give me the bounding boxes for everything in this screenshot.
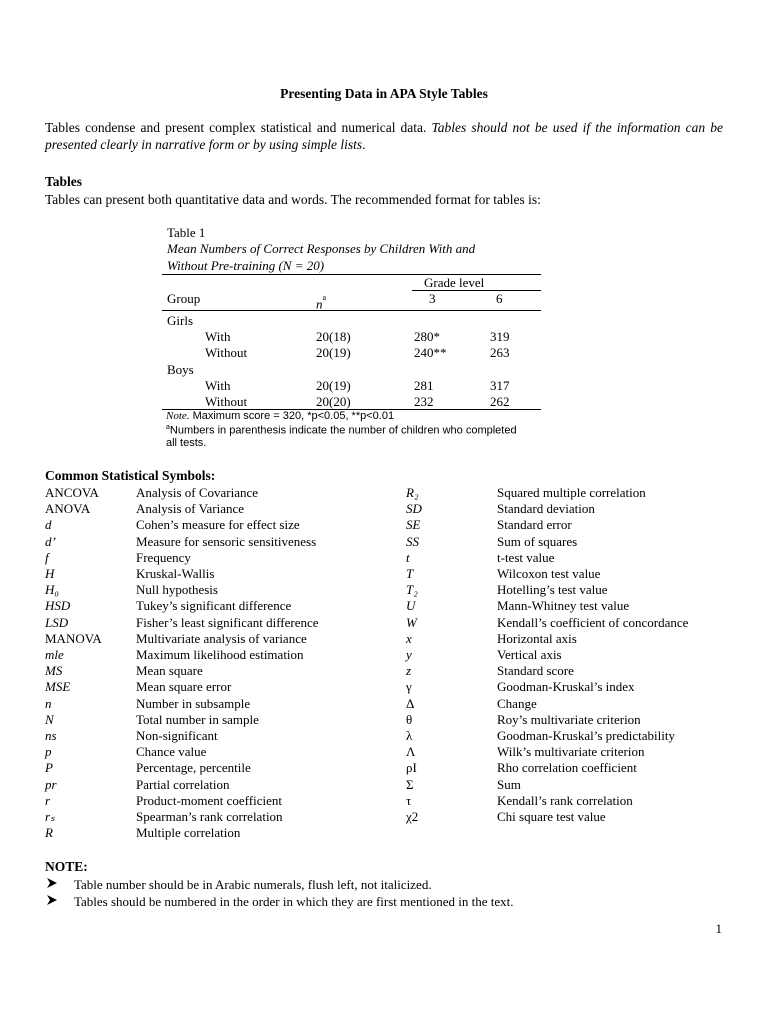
- table-footnote-line1: [166, 424, 517, 437]
- symbol-term: ns: [45, 728, 57, 743]
- note-item: Table number should be in Arabic numerals, flush left, not italicized.: [74, 877, 432, 892]
- symbol-term: MANOVA: [45, 630, 102, 646]
- symbol-definition: Change: [497, 695, 537, 711]
- symbol-definition: Vertical axis: [497, 647, 562, 662]
- symbol-definition: Percentage, percentile: [136, 760, 251, 776]
- symbol-definition: Multivariate analysis of variance: [136, 630, 307, 646]
- col-n-sup: a: [322, 293, 327, 302]
- footnote-sup: a: [166, 424, 170, 431]
- symbol-definition: Fisher’s least significant difference: [136, 614, 319, 630]
- symbol-term: d: [45, 517, 52, 533]
- note-heading: NOTE:: [45, 859, 88, 874]
- symbol-definition: Partial correlation: [136, 776, 230, 792]
- symbol-definition: Standard error: [497, 517, 572, 533]
- symbol-term: HSD: [45, 598, 71, 614]
- symbol-definition: Mean square: [136, 663, 203, 679]
- symbol-term: LSD: [45, 614, 69, 630]
- symbol-term: f: [45, 549, 49, 565]
- table-cell-grade3: 281: [414, 377, 434, 393]
- symbol-definition: Spearman’s rank correlation: [136, 809, 283, 824]
- table-cell-grade6: 317: [490, 377, 510, 393]
- symbol-term: χ2: [406, 809, 419, 824]
- symbol-definition: Horizontal axis: [497, 630, 577, 646]
- table-cell-n: 20(20): [316, 394, 351, 409]
- symbol-term: SE: [406, 517, 421, 533]
- table-cell-n: 20(18): [316, 329, 351, 345]
- table-cell-grade6: 263: [490, 345, 510, 361]
- symbol-term: T: [406, 566, 414, 581]
- page-number: 1: [715, 921, 722, 936]
- symbol-definition: Hotelling’s test value: [497, 582, 608, 598]
- symbol-definition: Tukey’s significant difference: [136, 598, 292, 614]
- symbol-definition: Number in subsample: [136, 695, 251, 711]
- symbol-definition: Chi square test value: [497, 809, 606, 824]
- symbol-term: MS: [45, 663, 63, 679]
- symbol-definition: Maximum likelihood estimation: [136, 647, 304, 662]
- symbol-definition: Mann-Whitney test value: [497, 598, 630, 614]
- symbol-definition: t-test value: [497, 549, 555, 565]
- symbol-definition: Goodman-Kruskal’s predictability: [497, 728, 675, 743]
- symbol-definition: Roy’s multivariate criterion: [497, 711, 641, 727]
- tables-heading: Tables: [45, 174, 83, 189]
- grade-level-header: Grade level: [424, 275, 485, 290]
- symbol-definition: Analysis of Variance: [136, 501, 245, 517]
- intro-end: .: [362, 137, 366, 152]
- symbol-definition: Product-moment coefficient: [136, 792, 282, 808]
- symbol-term: Δ: [406, 695, 415, 711]
- note-text: Maximum score = 320, *p<0.05, **p<0.01: [189, 410, 395, 422]
- arrow-bullet-icon: [46, 877, 58, 893]
- symbol-term: R: [45, 825, 53, 841]
- symbol-definition: Non-significant: [136, 728, 218, 743]
- symbol-term: ANCOVA: [45, 485, 99, 500]
- symbol-definition: Measure for sensoric sensitiveness: [136, 533, 317, 549]
- symbol-definition: Null hypothesis: [136, 582, 218, 598]
- symbol-term: r: [45, 792, 51, 808]
- symbol-term: t: [406, 549, 410, 565]
- symbol-definition: Squared multiple correlation: [497, 485, 646, 500]
- symbol-term: SS: [406, 533, 419, 549]
- symbol-term: Σ: [406, 776, 414, 792]
- note-label: Note.: [166, 410, 190, 422]
- table-footnote-line2: all tests.: [166, 437, 207, 449]
- symbol-term: Λ: [406, 744, 416, 760]
- symbol-term: λ: [406, 728, 413, 743]
- table-row-label: With: [205, 377, 231, 393]
- symbol-term: θ: [406, 711, 413, 727]
- table-header-rule: [162, 310, 541, 311]
- symbol-definition: Wilcoxon test value: [497, 566, 601, 581]
- table-cell-grade3: 232: [414, 394, 434, 409]
- symbol-term: y: [406, 647, 412, 662]
- table-cell-grade6: 262: [490, 394, 510, 409]
- table-cell-n: 20(19): [316, 377, 351, 393]
- table-row-label: Boys: [167, 361, 194, 377]
- intro-plain: Tables condense and present complex statistical and numerical data.: [45, 120, 432, 135]
- symbol-definition: Multiple correlation: [136, 825, 241, 841]
- symbol-definition: Mean square error: [136, 679, 232, 695]
- symbol-definition: Rho correlation coefficient: [497, 760, 637, 776]
- table-cell-n: 20(19): [316, 345, 351, 361]
- symbol-term: n: [45, 695, 52, 711]
- symbol-definition: Chance value: [136, 744, 207, 760]
- footnote-line1: Numbers in parenthesis indicate the number of children who completed: [169, 424, 517, 437]
- symbol-definition: Total number in sample: [136, 711, 259, 727]
- intro-italic: Tables should not be used if the information can be presented clearly in narrative form or by using simple lists: [45, 120, 723, 152]
- symbol-definition: Cohen’s measure for effect size: [136, 517, 300, 533]
- symbol-term: p: [45, 744, 52, 760]
- symbol-definition: Goodman-Kruskal’s index: [497, 679, 635, 695]
- table-row-label: Girls: [167, 313, 193, 328]
- symbol-term: T₂: [406, 582, 418, 598]
- table-row-label: Without: [205, 394, 248, 409]
- table-cell-grade6: 319: [490, 329, 510, 345]
- symbol-definition: Analysis of Covariance: [136, 485, 259, 500]
- table-row-label: Without: [205, 345, 248, 361]
- symbol-term: W: [406, 614, 417, 630]
- symbol-term: z: [406, 663, 412, 679]
- symbol-term: rₛ: [45, 809, 55, 824]
- symbol-term: mle: [45, 647, 64, 662]
- symbol-term: N: [45, 711, 54, 727]
- symbol-definition: Kendall’s rank correlation: [497, 792, 633, 808]
- table-row-label: With: [205, 329, 231, 345]
- symbol-term: P: [45, 760, 53, 776]
- col-group-header: Group: [167, 291, 201, 306]
- symbol-definition: Frequency: [136, 549, 191, 565]
- table-caption-line2: Without Pre-training (N = 20): [167, 258, 325, 273]
- col-n-label: n: [316, 296, 323, 312]
- symbol-term: MSE: [45, 679, 71, 695]
- symbol-term: pr: [45, 776, 57, 792]
- note-item: Tables should be numbered in the order in which they are first mentioned in the text.: [74, 893, 514, 909]
- intro-paragraph: [45, 119, 723, 153]
- page-title: Presenting Data in APA Style Tables: [280, 86, 488, 101]
- symbol-definition: Sum: [497, 776, 521, 792]
- symbol-term: γ: [406, 679, 412, 695]
- symbol-definition: Standard deviation: [497, 501, 595, 517]
- symbol-term: d’: [45, 533, 56, 549]
- table-number: Table 1: [167, 225, 206, 240]
- symbol-term: U: [406, 598, 416, 614]
- table-cell-grade3: 240**: [414, 345, 447, 361]
- symbol-definition: Wilk’s multivariate criterion: [497, 744, 645, 760]
- arrow-bullet-icon: [46, 894, 58, 910]
- symbol-term: ρI: [406, 760, 417, 776]
- symbol-definition: Kruskal-Wallis: [136, 566, 215, 581]
- col-6-header: 6: [496, 291, 503, 306]
- symbol-definition: Sum of squares: [497, 533, 578, 549]
- symbol-term: H₀: [45, 582, 59, 598]
- symbols-heading: Common Statistical Symbols:: [45, 468, 216, 483]
- symbol-term: SD: [406, 501, 422, 517]
- symbol-term: τ: [406, 792, 412, 808]
- table-caption-line1: Mean Numbers of Correct Responses by Children With and: [167, 241, 476, 256]
- tables-description: Tables can present both quantitative data and words. The recommended format for tables is:: [45, 192, 541, 207]
- symbol-definition: Standard score: [497, 663, 574, 679]
- col-3-header: 3: [429, 291, 436, 306]
- table-cell-grade3: 280*: [414, 329, 440, 345]
- symbol-term: H: [45, 566, 55, 581]
- symbol-term: ANOVA: [45, 501, 91, 517]
- symbol-term: x: [406, 630, 412, 646]
- symbol-definition: Kendall’s coefficient of concordance: [497, 614, 689, 630]
- symbol-term: R₂: [406, 485, 419, 500]
- table-note: [166, 410, 394, 422]
